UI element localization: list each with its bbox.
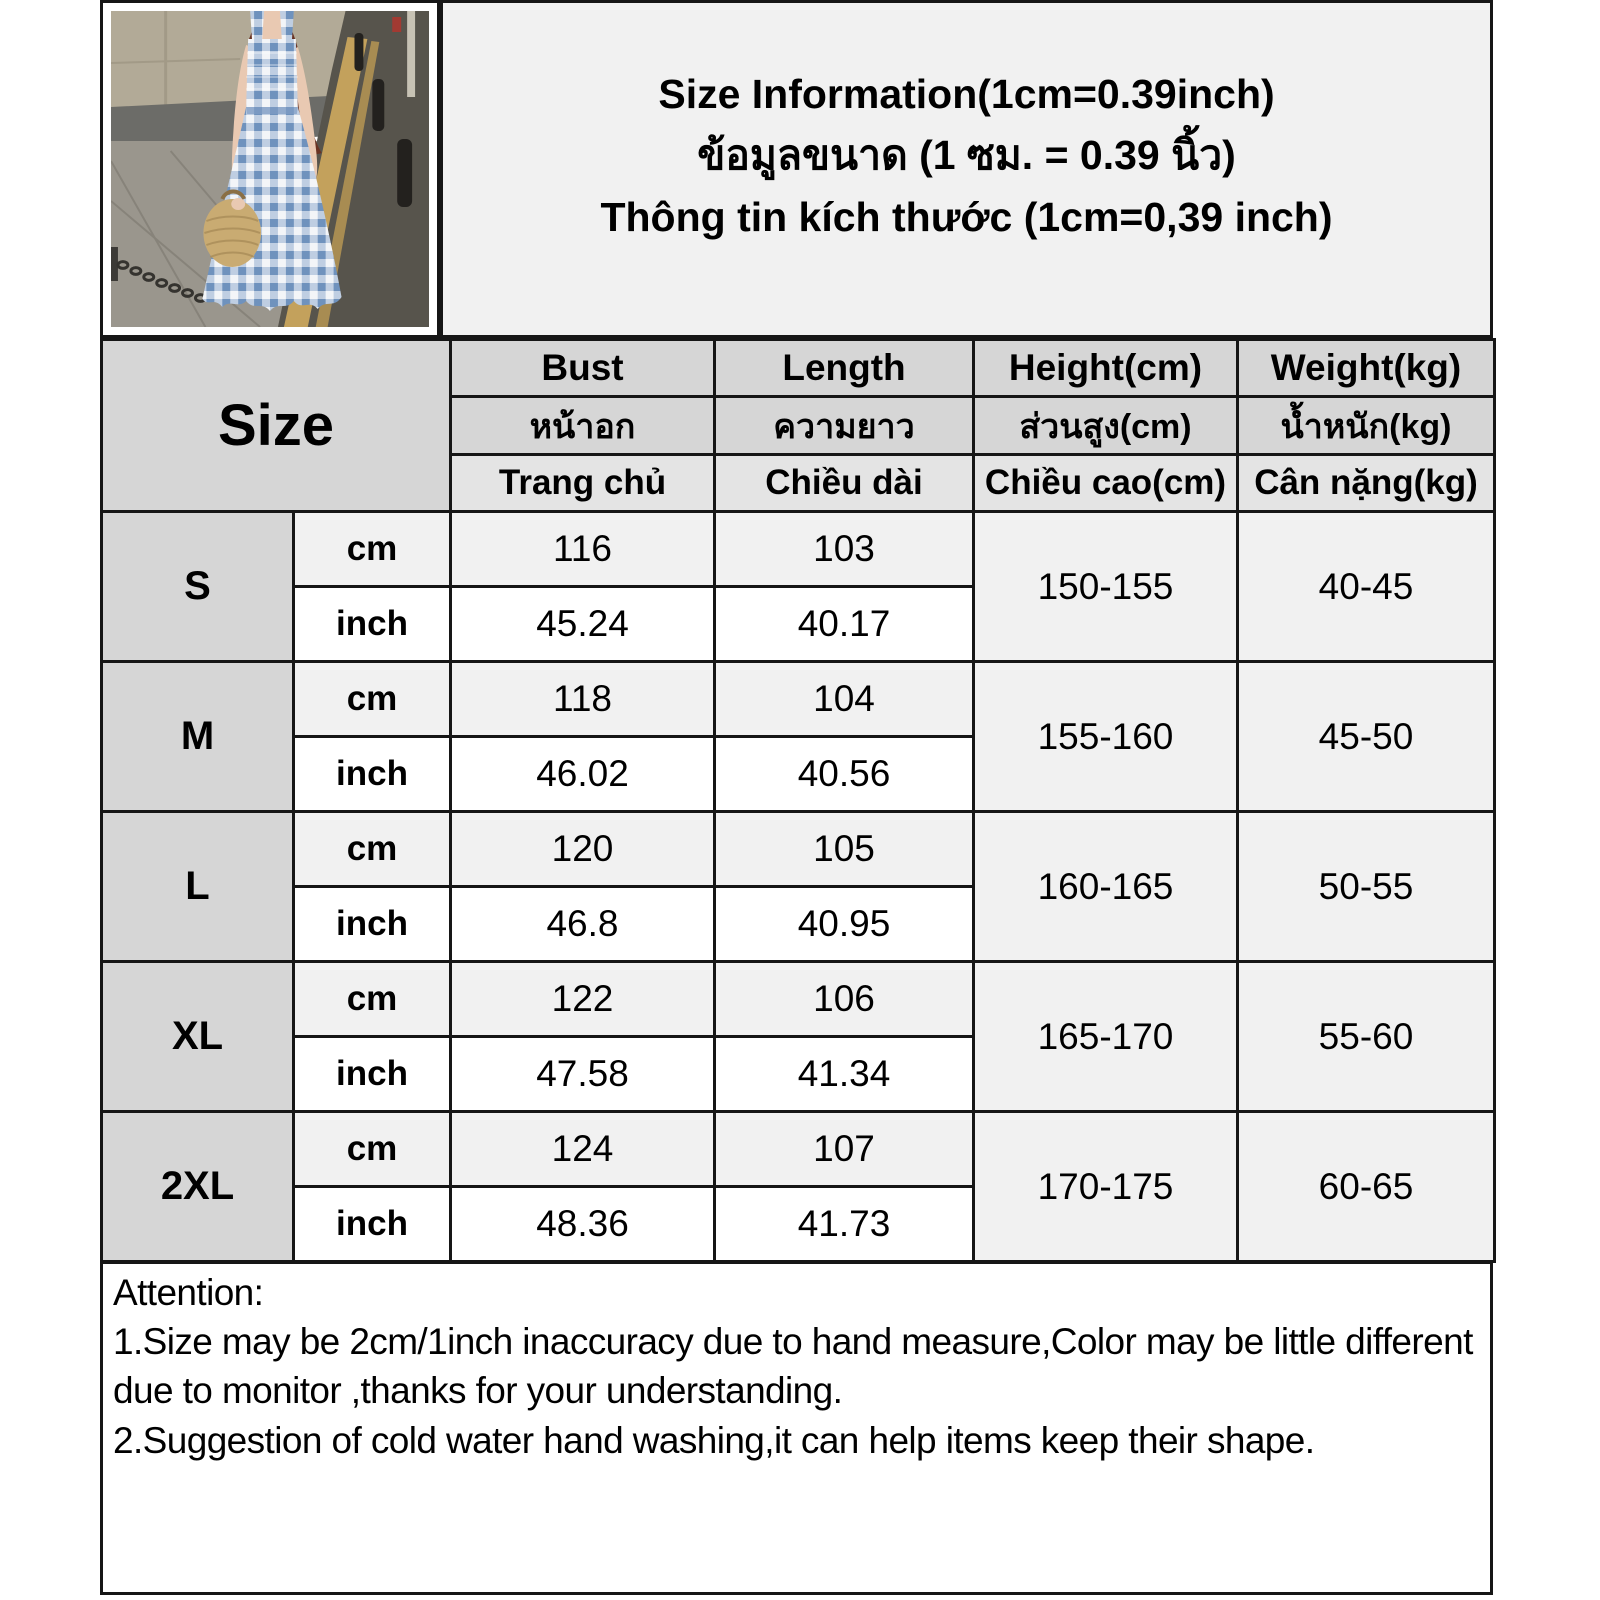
height-range: 160-165 xyxy=(974,812,1238,962)
street-scene xyxy=(111,11,429,327)
length-cm-value: 106 xyxy=(715,962,974,1037)
table-row xyxy=(102,662,1495,737)
hand xyxy=(231,198,245,210)
bollard-icon xyxy=(354,33,363,71)
table-row xyxy=(102,1112,1495,1187)
length-inch-value: 40.56 xyxy=(715,737,974,812)
length-inch-value: 40.95 xyxy=(715,887,974,962)
dress-strap xyxy=(250,11,264,41)
size-table xyxy=(100,338,1496,1263)
height-range: 165-170 xyxy=(974,962,1238,1112)
length-inch-value: 40.17 xyxy=(715,587,974,662)
unit-label: inch xyxy=(294,1037,451,1112)
dress-bodice xyxy=(246,39,298,107)
length-cm-value: 104 xyxy=(715,662,974,737)
size-label: 2XL xyxy=(102,1112,294,1262)
length-inch-value: 41.73 xyxy=(715,1187,974,1262)
attention-item: 1.Size may be 2cm/1inch inaccuracy due to hand measure,Color may be little different due to monitor ,thanks for your understanding. xyxy=(113,1321,1473,1412)
size-corner-header: Size xyxy=(102,340,451,512)
bust-cm-value: 122 xyxy=(451,962,715,1037)
col-header-bust-vi: Trang chủ xyxy=(451,455,715,512)
size-label: S xyxy=(102,512,294,662)
col-header-bust-th: หน้าอก xyxy=(451,397,715,455)
bollard-icon xyxy=(397,139,412,207)
table-row xyxy=(102,962,1495,1037)
col-header-length: Length xyxy=(715,340,974,397)
length-cm-value: 105 xyxy=(715,812,974,887)
title-panel xyxy=(440,0,1493,338)
size-label: XL xyxy=(102,962,294,1112)
col-header-height-vi: Chiều cao(cm) xyxy=(974,455,1238,512)
title-thai: ข้อมูลขนาด (1 ซม. = 0.39 นิ้ว) xyxy=(697,132,1236,179)
bust-cm-value: 124 xyxy=(451,1112,715,1187)
weight-range: 40-45 xyxy=(1238,512,1495,662)
size-label: L xyxy=(102,812,294,962)
attention-item: 2.Suggestion of cold water hand washing,it can help items keep their shape. xyxy=(113,1419,1315,1461)
unit-label: cm xyxy=(294,512,451,587)
unit-label: inch xyxy=(294,587,451,662)
weight-range: 45-50 xyxy=(1238,662,1495,812)
col-header-weight: Weight(kg) xyxy=(1238,340,1495,397)
bollard-icon xyxy=(372,79,384,131)
attention-heading: Attention: xyxy=(113,1272,264,1313)
bust-cm-value: 120 xyxy=(451,812,715,887)
pole xyxy=(407,11,415,97)
col-header-bust: Bust xyxy=(451,340,715,397)
height-range: 155-160 xyxy=(974,662,1238,812)
unit-label: cm xyxy=(294,812,451,887)
title-vietnamese: Thông tin kích thước (1cm=0,39 inch) xyxy=(600,193,1333,240)
bust-inch-value: 48.36 xyxy=(451,1187,715,1262)
height-range: 170-175 xyxy=(974,1112,1238,1262)
unit-label: cm xyxy=(294,962,451,1037)
table-row xyxy=(102,812,1495,887)
unit-label: cm xyxy=(294,1112,451,1187)
bust-cm-value: 118 xyxy=(451,662,715,737)
length-inch-value: 41.34 xyxy=(715,1037,974,1112)
weight-range: 60-65 xyxy=(1238,1112,1495,1262)
product-photo xyxy=(100,0,440,338)
size-label: M xyxy=(102,662,294,812)
title-english: Size Information(1cm=0.39inch) xyxy=(658,71,1275,118)
col-header-length-th: ความยาว xyxy=(715,397,974,455)
unit-label: inch xyxy=(294,737,451,812)
weight-range: 55-60 xyxy=(1238,962,1495,1112)
col-header-length-vi: Chiều dài xyxy=(715,455,974,512)
weight-range: 50-55 xyxy=(1238,812,1495,962)
header-row-en xyxy=(102,340,1495,397)
unit-label: cm xyxy=(294,662,451,737)
col-header-height: Height(cm) xyxy=(974,340,1238,397)
bust-cm-value: 116 xyxy=(451,512,715,587)
red-marker xyxy=(392,17,401,32)
col-header-weight-vi: Cân nặng(kg) xyxy=(1238,455,1495,512)
length-cm-value: 107 xyxy=(715,1112,974,1187)
bust-inch-value: 47.58 xyxy=(451,1037,715,1112)
unit-label: inch xyxy=(294,1187,451,1262)
col-header-weight-th: น้ำหนัก(kg) xyxy=(1238,397,1495,455)
bust-inch-value: 45.24 xyxy=(451,587,715,662)
unit-label: inch xyxy=(294,887,451,962)
dress-strap xyxy=(280,11,294,41)
table-row xyxy=(102,512,1495,587)
length-cm-value: 103 xyxy=(715,512,974,587)
attention-box xyxy=(100,1261,1493,1595)
height-range: 150-155 xyxy=(974,512,1238,662)
waist-seam xyxy=(246,107,298,114)
bust-inch-value: 46.02 xyxy=(451,737,715,812)
col-header-height-th: ส่วนสูง(cm) xyxy=(974,397,1238,455)
bust-inch-value: 46.8 xyxy=(451,887,715,962)
